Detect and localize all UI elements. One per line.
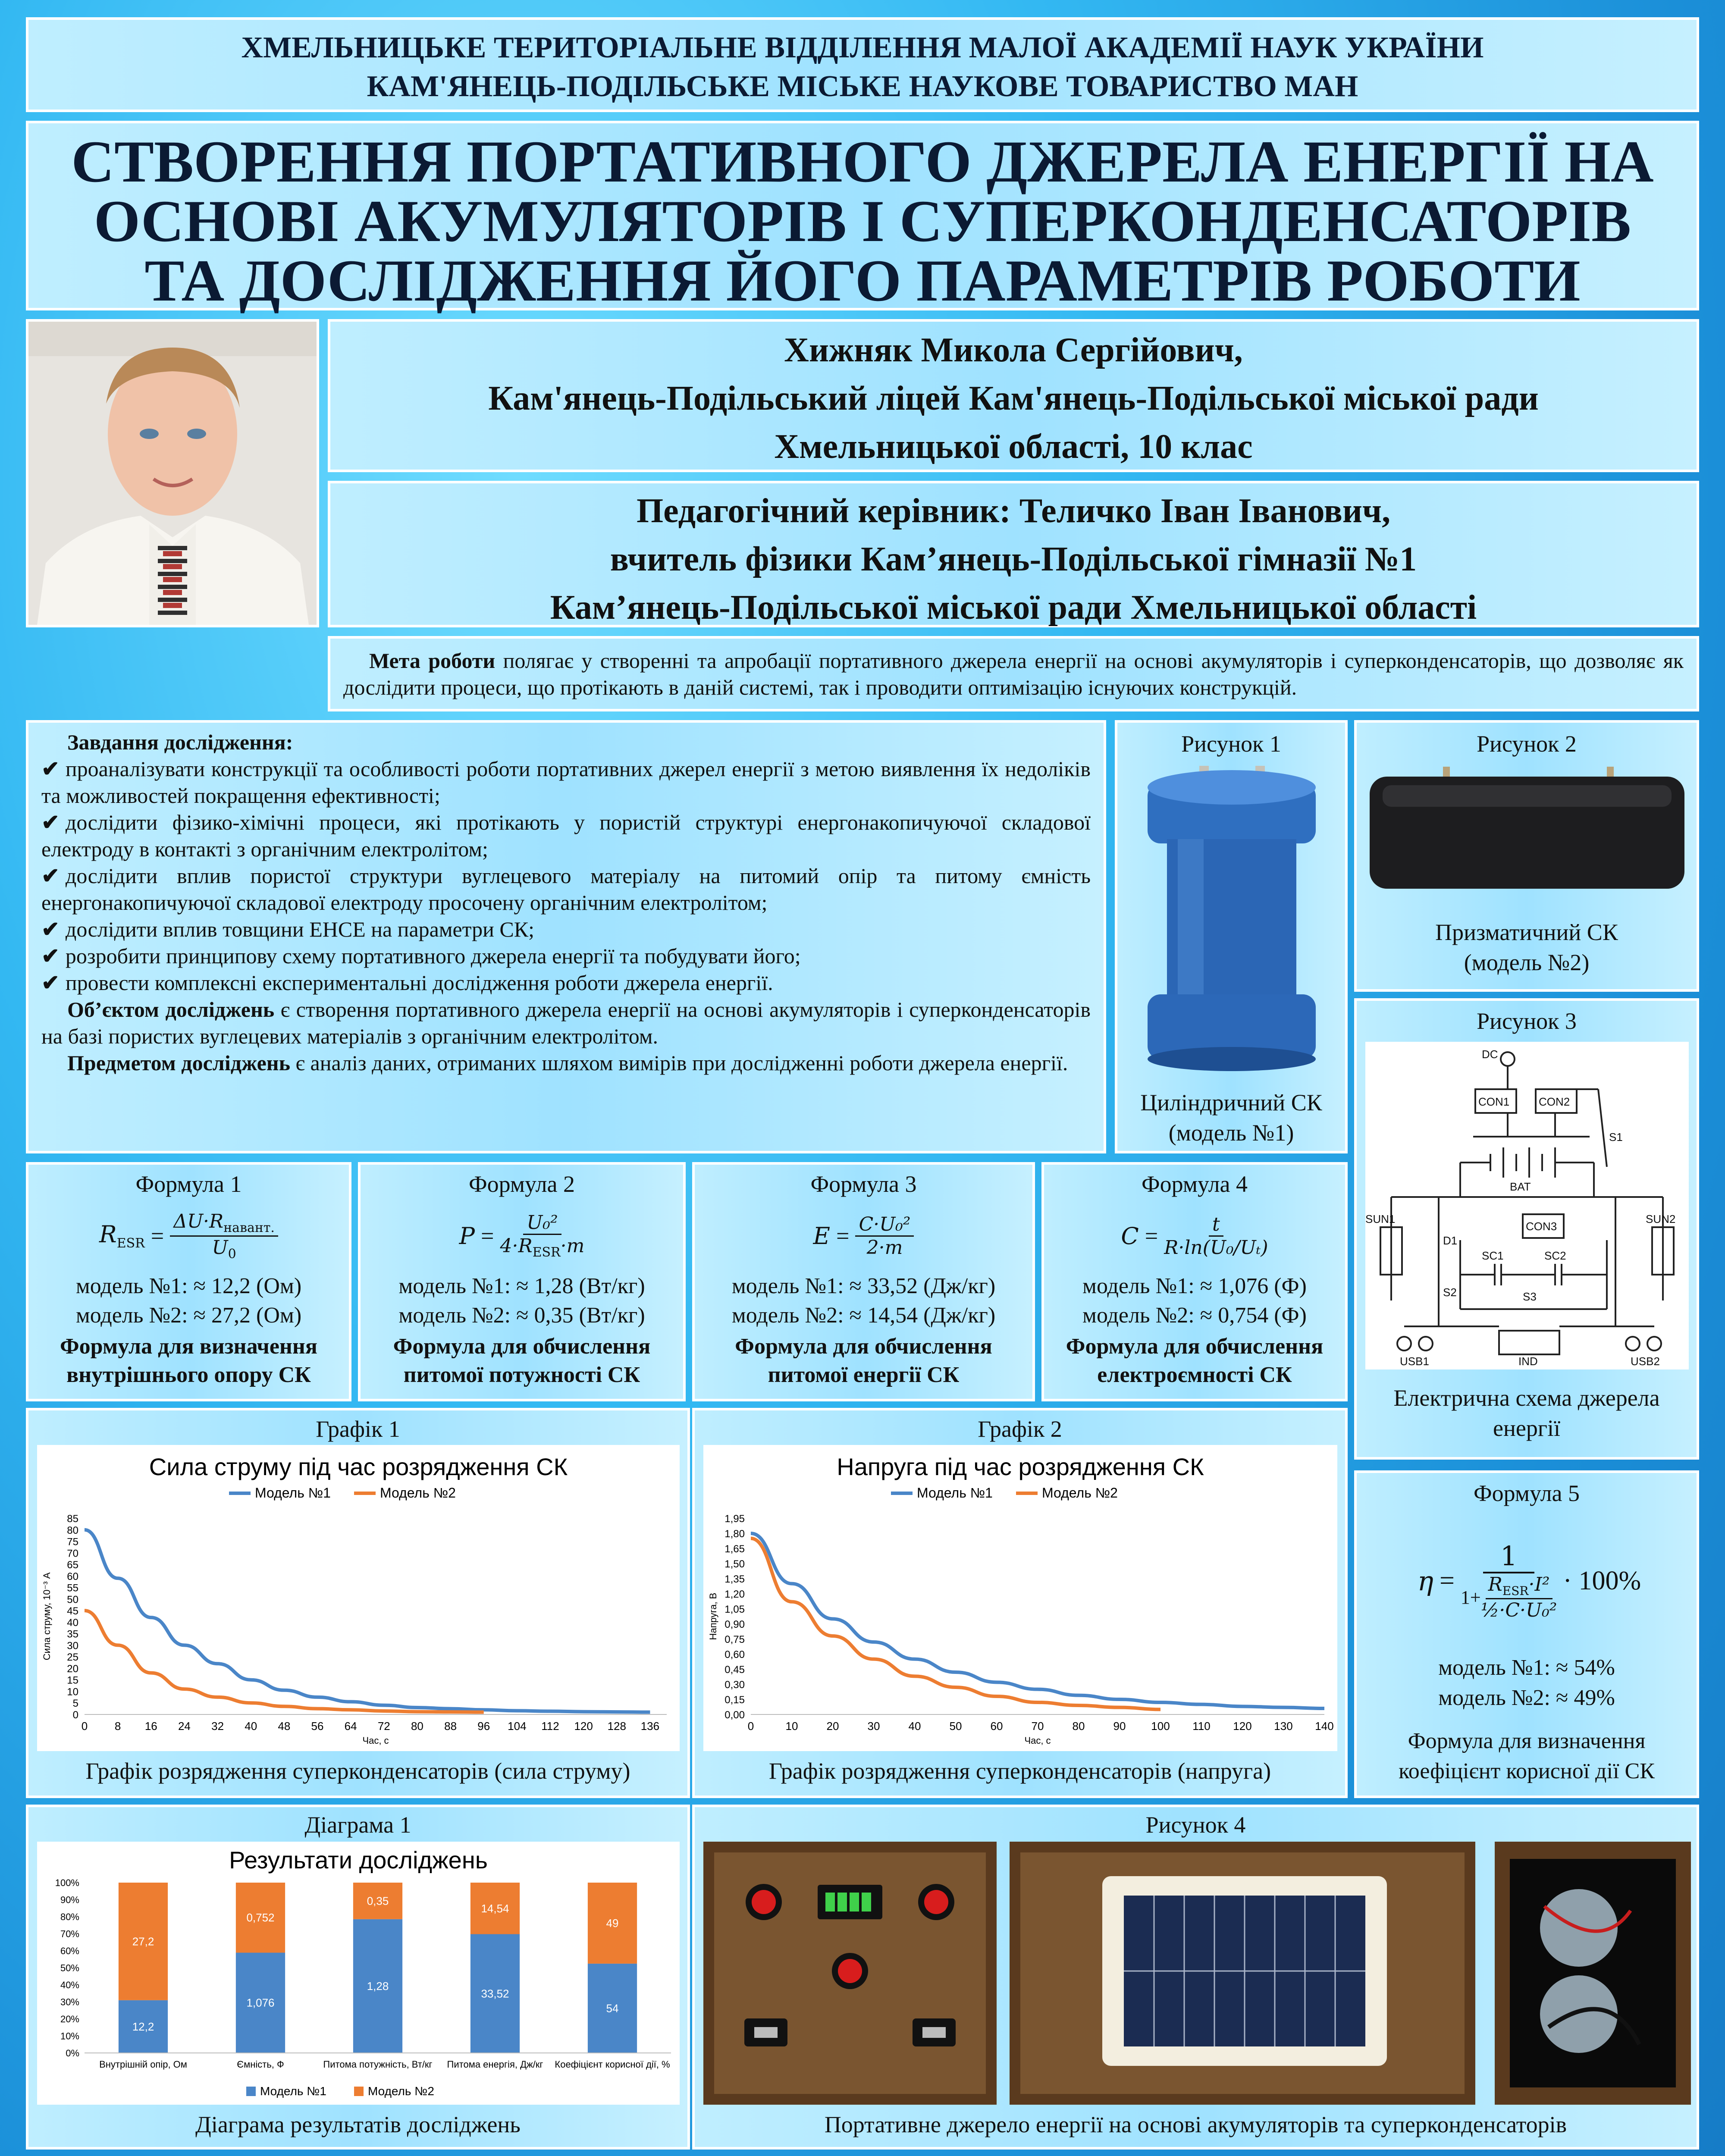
data-label-model-2: 0,35 (367, 1894, 389, 1908)
y-tick-label: 0,90 (724, 1619, 745, 1630)
task-text: розробити принципову схему портативного джерела енергії та побудувати його; (65, 944, 801, 968)
formula-desc-2: електроємності СК (1097, 1363, 1292, 1387)
formula-numerator: t (1209, 1213, 1223, 1237)
formula-denominator: 2·m (866, 1236, 903, 1259)
category-label: Ємність, Ф (237, 2059, 284, 2070)
formula-numerator: C·U₀² (855, 1213, 914, 1237)
formula-5-numerator: 1 (1483, 1540, 1534, 1573)
circuit-label-con2: CON2 (1539, 1095, 1570, 1108)
category-label: Коефіцієнт корисної дії, % (555, 2059, 670, 2070)
circuit-label-ind: IND (1518, 1355, 1538, 1368)
check-icon: ✔ (41, 757, 60, 781)
tasks-panel (26, 720, 1106, 1153)
figure-3-caption-1: Електрична схема джерела (1393, 1385, 1660, 1411)
data-label-model-1: 33,52 (481, 1987, 509, 2000)
y-tick-label: 0% (66, 2048, 79, 2059)
category-label: Питома потужність, Вт/кг (323, 2059, 433, 2070)
subject-label: Предметом досліджень (67, 1051, 291, 1075)
formula-1-panel (26, 1162, 351, 1401)
formula-label: Формула 3 (810, 1171, 917, 1197)
figure-2-label: Рисунок 2 (1477, 731, 1577, 757)
x-tick-label: 100 (1151, 1720, 1170, 1733)
y-tick-label: 50% (60, 1962, 79, 1974)
x-tick-label: 130 (1274, 1720, 1293, 1733)
author-photo (26, 319, 319, 627)
x-tick-label: 8 (114, 1720, 121, 1733)
y-tick-label: 100% (55, 1877, 79, 1888)
formula-desc-1: Формула для обчислення (735, 1334, 992, 1359)
y-tick-label: 80% (60, 1912, 79, 1922)
goal-label: Мета роботи (369, 649, 496, 673)
formula-3-panel (692, 1162, 1035, 1401)
formula-5-tail: · 100% (1563, 1566, 1641, 1595)
formula-label: Формула 2 (468, 1171, 575, 1197)
category-label: Питома енергія, Дж/кг (447, 2059, 543, 2070)
x-tick-label: 24 (178, 1720, 191, 1733)
series-line-1 (751, 1533, 1324, 1708)
y-tick-label: 55 (67, 1582, 78, 1594)
y-axis-label: Сила струму, 10⁻³ А (41, 1572, 52, 1661)
formula-5-inner-den: ½·C·U₀² (1480, 1599, 1557, 1621)
graph-1-panel (26, 1408, 690, 1798)
check-icon: ✔ (41, 917, 60, 941)
task-text: проаналізувати конструкції та особливості роботи портативних джерел енергії з метою виявлення їх недоліків та можливостей покращення ефективності; (41, 757, 1091, 808)
figure-4-panel (692, 1805, 1699, 2150)
y-tick-label: 30 (67, 1640, 78, 1652)
graph-2-panel (692, 1408, 1348, 1798)
x-tick-label: 70 (1031, 1720, 1044, 1733)
x-tick-label: 0 (81, 1720, 88, 1733)
circuit-label-usb1: USB1 (1400, 1355, 1429, 1368)
x-tick-label: 80 (1072, 1720, 1085, 1733)
formula-lhs: $R_{ESR}$ (99, 1221, 145, 1251)
task-text: дослідити фізико-хімічні процеси, які протікають у пористій структурі енергонакопичуючої складової електроду в контакті з органічним електролітом; (41, 810, 1091, 861)
formula-desc-1: Формула для визначення (60, 1334, 317, 1359)
goal-text (343, 647, 1684, 701)
circuit-label-s3: S3 (1523, 1290, 1537, 1303)
goal-panel (328, 636, 1699, 711)
y-tick-label: 50 (67, 1594, 78, 1606)
circuit-label-sc2: SC2 (1544, 1249, 1566, 1262)
diagram-1-label: Діаграма 1 (304, 1812, 411, 1838)
formula-lhs: C (1121, 1222, 1139, 1250)
org-line-1: ХМЕЛЬНИЦЬКЕ ТЕРИТОРІАЛЬНЕ ВІДДІЛЕННЯ МАЛОЇ АКАДЕМІЇ НАУК УКРАЇНИ (241, 31, 1484, 64)
object-text (41, 996, 1091, 1050)
task-text: провести комплексні експериментальні дослідження роботи джерела енергії. (65, 971, 773, 995)
formula-label: Формула 1 (135, 1171, 242, 1197)
formula-5-label: Формула 5 (1473, 1480, 1580, 1506)
y-tick-label: 1,95 (724, 1513, 745, 1525)
object-body: є створення портативного джерела енергії на основі акумуляторів і суперконденсаторів на базі пористих вуглецевих матеріалів з органічним електролітом. (41, 997, 1091, 1048)
check-icon: ✔ (41, 810, 60, 834)
diagram-1-panel (26, 1805, 690, 2150)
formula-5-desc-1: Формула для визначення (1408, 1729, 1646, 1753)
formula-5-den-lead: 1+ (1460, 1586, 1481, 1608)
formula-numerator: $\Delta U\cdot R_{навант.}$ (170, 1210, 278, 1237)
goal-body: полягає у створенні та апробації портативного джерела енергії на основі акумуляторів і суперконденсаторів, що дозволяє як дослідити процеси, що протікають в даній системі, так і проводити оптимізацію існуючих конструкцій. (343, 649, 1684, 699)
x-tick-label: 90 (1113, 1720, 1126, 1733)
figure-2-caption-1: Призматичний СК (1435, 919, 1618, 945)
x-tick-label: 50 (949, 1720, 962, 1733)
formula-lhs: E (813, 1222, 830, 1250)
task-text: дослідити вплив товщини ЕНСЕ на параметри СК; (65, 917, 534, 941)
circuit-diagram (1365, 1042, 1689, 1369)
circuit-label-sc1: SC1 (1482, 1249, 1504, 1262)
legend-swatch (354, 2087, 364, 2096)
legend-label: Модель №1 (260, 2084, 326, 2098)
supervisor-region: Кам’янець-Подільської міської ради Хмельницької області (550, 589, 1477, 627)
y-tick-label: 0,75 (724, 1634, 745, 1645)
x-tick-label: 60 (990, 1720, 1003, 1733)
y-tick-label: 40 (67, 1617, 78, 1629)
formula-5-result-2: модель №2: ≈ 49% (1438, 1686, 1615, 1710)
formula-denominator: $4\cdot R_{ESR}\cdot m$ (500, 1235, 585, 1260)
y-tick-label: 40% (60, 1980, 79, 1990)
x-tick-label: 104 (508, 1720, 527, 1733)
formula-2-panel (358, 1162, 686, 1401)
x-tick-label: 32 (211, 1720, 224, 1733)
legend-swatch (246, 2087, 256, 2096)
circuit-label-sun1: SUN1 (1365, 1213, 1396, 1225)
author-panel (328, 319, 1699, 472)
data-label-model-2: 49 (606, 1916, 619, 1930)
title-panel (26, 121, 1699, 313)
title-line-3: ТА ДОСЛІДЖЕННЯ ЙОГО ПАРАМЕТРІВ РОБОТИ (144, 248, 1581, 313)
data-label-model-1: 54 (606, 2002, 619, 2015)
x-tick-label: 72 (377, 1720, 390, 1733)
legend-label: Модель №2 (380, 1485, 456, 1501)
y-tick-label: 75 (67, 1536, 78, 1548)
header-panel (26, 17, 1699, 112)
circuit-label-sun2: SUN2 (1646, 1213, 1676, 1225)
y-tick-label: 0 (72, 1709, 78, 1721)
portrait-image (28, 322, 317, 625)
task-list (41, 755, 1091, 996)
y-tick-label: 0,60 (724, 1649, 745, 1661)
figure-1-label: Рисунок 1 (1181, 731, 1281, 757)
formula-result-2: модель №2: ≈ 14,54 (Дж/кг) (731, 1303, 996, 1328)
x-tick-label: 80 (411, 1720, 423, 1733)
circuit-label-usb2: USB2 (1631, 1355, 1660, 1368)
formula-5-expression: η = 1 1+ $R_{ESR}\cdot I^2$ ½·C·U₀² · 100% (1417, 1540, 1641, 1621)
y-tick-label: 10% (60, 2031, 79, 2042)
circuit-label-s1: S1 (1609, 1131, 1623, 1144)
x-tick-label: 140 (1315, 1720, 1334, 1733)
y-axis-label: Напруга, В (708, 1592, 718, 1640)
x-tick-label: 64 (344, 1720, 357, 1733)
legend-label: Модель №2 (1042, 1485, 1118, 1501)
author-name: Хижняк Микола Сергійович, (784, 331, 1243, 369)
formula-expression: P = U₀² $4\cdot R_{ESR}\cdot m$ (459, 1212, 585, 1260)
circuit-label-d1: D1 (1443, 1234, 1458, 1247)
y-tick-label: 70 (67, 1548, 78, 1560)
formula-result-1: модель №1: ≈ 33,52 (Дж/кг) (731, 1274, 996, 1298)
data-label-model-2: 27,2 (132, 1935, 154, 1948)
series-line-2 (85, 1611, 484, 1712)
x-tick-label: 120 (1233, 1720, 1252, 1733)
y-tick-label: 0,00 (724, 1709, 745, 1721)
formula-result-1: модель №1: ≈ 1,28 (Вт/кг) (398, 1274, 645, 1298)
formula-4-panel (1041, 1162, 1348, 1401)
task-item (41, 862, 1091, 916)
supervisor-position: вчитель фізики Кам’янець-Подільської гімназії №1 (610, 540, 1417, 578)
y-tick-label: 60% (60, 1946, 79, 1956)
formula-desc-2: питомої енергії СК (768, 1363, 960, 1387)
x-tick-label: 96 (477, 1720, 490, 1733)
task-item (41, 755, 1091, 809)
x-tick-label: 40 (245, 1720, 257, 1733)
subject-text (41, 1050, 1091, 1076)
figure-4-label: Рисунок 4 (1145, 1812, 1246, 1838)
y-tick-label: 30% (60, 1996, 79, 2008)
data-label-model-1: 1,28 (367, 1979, 389, 1993)
formula-result-1: модель №1: ≈ 12,2 (Ом) (75, 1274, 302, 1298)
x-tick-label: 120 (574, 1720, 593, 1733)
legend-label: Модель №1 (255, 1485, 331, 1501)
author-region: Хмельницької області, 10 клас (774, 428, 1253, 466)
y-tick-label: 1,35 (724, 1573, 745, 1585)
title-line-2: ОСНОВІ АКУМУЛЯТОРІВ І СУПЕРКОНДЕНСАТОРІВ (94, 188, 1631, 254)
y-tick-label: 20 (67, 1663, 78, 1675)
formula-5-desc-2: коефіцієнт корисної дії СК (1399, 1759, 1655, 1783)
figure-3-caption-2: енергії (1493, 1415, 1560, 1441)
figure-2-panel (1354, 720, 1699, 992)
x-tick-label: 56 (311, 1720, 324, 1733)
x-tick-label: 112 (541, 1720, 559, 1733)
formula-lhs: P (459, 1222, 475, 1250)
circuit-label-bat: BAT (1510, 1180, 1531, 1193)
y-tick-label: 20% (60, 2014, 79, 2024)
legend-label: Модель №2 (368, 2084, 434, 2098)
formula-label: Формула 4 (1141, 1171, 1248, 1197)
cylindrical-capacitor-image (1135, 761, 1329, 1072)
formula-result-1: модель №1: ≈ 1,076 (Ф) (1082, 1274, 1307, 1298)
formula-5-denominator (1461, 1573, 1557, 1621)
task-item (41, 969, 1091, 996)
graph-2-caption: Графік розрядження суперконденсаторів (напруга) (768, 1758, 1271, 1784)
y-tick-label: 25 (67, 1651, 78, 1664)
formula-result-2: модель №2: ≈ 27,2 (Ом) (75, 1303, 302, 1328)
formula-fraction (170, 1210, 278, 1262)
y-tick-label: 45 (67, 1605, 78, 1617)
graph-1-label: Графік 1 (316, 1416, 400, 1442)
formula-fraction (500, 1212, 584, 1260)
y-tick-label: 10 (67, 1686, 78, 1698)
formula-result-2: модель №2: ≈ 0,754 (Ф) (1082, 1303, 1307, 1328)
x-tick-label: 20 (826, 1720, 839, 1733)
formula-5-result-1: модель №1: ≈ 54% (1438, 1655, 1615, 1680)
category-label: Внутрішній опір, Ом (99, 2059, 187, 2070)
org-line-2: КАМ'ЯНЕЦЬ-ПОДІЛЬСЬКЕ МІСЬКЕ НАУКОВЕ ТОВАРИСТВО МАН (367, 70, 1358, 103)
y-tick-label: 1,65 (724, 1543, 745, 1555)
check-icon: ✔ (41, 944, 60, 968)
circuit-label-dc: DC (1482, 1048, 1498, 1061)
diagram-1-caption: Діаграма результатів досліджень (195, 2112, 521, 2137)
y-tick-label: 1,80 (724, 1528, 745, 1540)
figure-2-caption-2: (модель №2) (1464, 950, 1590, 975)
graph-1-caption: Графік розрядження суперконденсаторів (сила струму) (85, 1758, 630, 1784)
chart-title: Сила струму під час розрядження СК (149, 1453, 568, 1480)
x-tick-label: 88 (444, 1720, 457, 1733)
formula-5-panel (1354, 1470, 1699, 1798)
graph-2-label: Графік 2 (978, 1416, 1062, 1442)
formula-expression: $R_{ESR}$ = $\Delta U\cdot R_{навант.}$ $U_0$ (28, 1199, 349, 1272)
formula-result-2: модель №2: ≈ 0,35 (Вт/кг) (398, 1303, 645, 1328)
formula-desc-1: Формула для обчислення (1066, 1334, 1324, 1359)
formula-5-fraction (1461, 1540, 1557, 1621)
formula-fraction (855, 1213, 914, 1259)
y-tick-label: 5 (72, 1698, 78, 1710)
y-tick-label: 80 (67, 1524, 78, 1536)
figure-4-caption: Портативне джерело енергії на основі акумуляторів та суперконденсаторів (824, 2112, 1567, 2137)
y-tick-label: 1,20 (724, 1589, 745, 1600)
chart-title: Напруга під час розрядження СК (837, 1453, 1204, 1480)
x-tick-label: 48 (278, 1720, 291, 1733)
supervisor-name: Педагогічний керівник: Теличко Іван Іванович, (636, 492, 1391, 530)
formula-denominator: $U_0$ (212, 1236, 236, 1262)
formula-denominator: R·ln(U₀/Uₜ) (1164, 1236, 1268, 1259)
check-icon: ✔ (41, 971, 60, 995)
x-tick-label: 10 (785, 1720, 798, 1733)
formula-5-inner-fraction (1481, 1573, 1557, 1621)
y-tick-label: 90% (60, 1894, 79, 1905)
figure-1-caption-1: Циліндричний СК (1140, 1090, 1322, 1116)
check-icon: ✔ (41, 864, 60, 888)
y-tick-label: 0,30 (724, 1679, 745, 1691)
object-label: Об’єктом досліджень (67, 997, 275, 1022)
x-tick-label: 16 (144, 1720, 157, 1733)
formula-fraction (1164, 1213, 1268, 1259)
formula-expression: C = $\frac{t}{\text{R·ln(U₀/Uₜ)}}$ (1121, 1213, 1268, 1259)
y-tick-label: 15 (67, 1674, 78, 1686)
legend-label: Модель №1 (917, 1485, 993, 1501)
x-axis-label: Час, с (362, 1735, 389, 1746)
figure-3-label: Рисунок 3 (1477, 1008, 1577, 1034)
x-tick-label: 110 (1192, 1720, 1211, 1733)
figure-3-panel (1354, 998, 1699, 1460)
task-item (41, 809, 1091, 862)
formula-desc-2: питомої потужності СК (403, 1363, 640, 1387)
author-school: Кам'янець-Подільський ліцей Кам'янець-Подільської міської ради (488, 379, 1539, 417)
y-tick-label: 60 (67, 1570, 78, 1583)
x-tick-label: 30 (867, 1720, 880, 1733)
y-tick-label: 0,45 (724, 1664, 745, 1676)
circuit-label-con1: CON1 (1478, 1095, 1510, 1108)
y-tick-label: 65 (67, 1559, 78, 1571)
y-tick-label: 0,15 (724, 1694, 745, 1706)
data-label-model-2: 0,752 (246, 1911, 275, 1924)
chart-title: Результати досліджень (229, 1846, 488, 1874)
prismatic-capacitor-image (1365, 766, 1689, 895)
x-tick-label: 40 (908, 1720, 921, 1733)
formula-desc-1: Формула для обчислення (393, 1334, 651, 1359)
figure-1-caption-2: (модель №1) (1168, 1120, 1294, 1146)
y-tick-label: 70% (60, 1928, 79, 1940)
y-tick-label: 35 (67, 1628, 78, 1640)
diagram-1-chart (37, 1842, 680, 2105)
task-item (41, 943, 1091, 969)
subject-body: є аналіз даних, отриманих шляхом вимірів при дослідженні роботи джерела енергії. (290, 1051, 1068, 1075)
data-label-model-1: 1,076 (246, 1996, 275, 2009)
series-line-2 (751, 1539, 1160, 1710)
graph-1-chart (37, 1445, 680, 1751)
formula-numerator: U₀² (523, 1212, 561, 1235)
graph-2-chart (703, 1445, 1337, 1751)
y-tick-label: 85 (67, 1513, 78, 1525)
x-tick-label: 0 (747, 1720, 754, 1733)
title-line-1: СТВОРЕННЯ ПОРТАТИВНОГО ДЖЕРЕЛА ЕНЕРГІЇ НА (71, 128, 1654, 194)
data-label-model-2: 14,54 (481, 1902, 509, 1915)
circuit-label-con3: CON3 (1526, 1220, 1557, 1233)
y-tick-label: 1,05 (724, 1604, 745, 1615)
x-tick-label: 136 (640, 1720, 660, 1733)
circuit-label-s2: S2 (1443, 1286, 1457, 1299)
formula-desc-2: внутрішнього опору СК (66, 1363, 311, 1387)
task-text: дослідити вплив пористої структури вуглецевого матеріалу на питомий опір та питому ємність енергонакопичуючої складової електроду просочену органічним електролітом; (41, 864, 1091, 915)
x-tick-label: 128 (607, 1720, 626, 1733)
formula-5-inner-num: $R_{ESR}\cdot I^2$ (1486, 1573, 1552, 1599)
y-tick-label: 1,50 (724, 1558, 745, 1570)
figure-1-panel (1115, 720, 1348, 1153)
tasks-heading: Завдання дослідження: (67, 730, 293, 754)
supervisor-panel (328, 481, 1699, 627)
x-axis-label: Час, с (1024, 1735, 1051, 1746)
formula-5-lhs: η (1417, 1565, 1433, 1597)
task-item (41, 916, 1091, 943)
data-label-model-1: 12,2 (132, 2020, 154, 2033)
device-photo (703, 1842, 1691, 2105)
formula-expression: E = $\frac{\text{C·U₀²}}{2\cdot m}$ (695, 1199, 1032, 1272)
